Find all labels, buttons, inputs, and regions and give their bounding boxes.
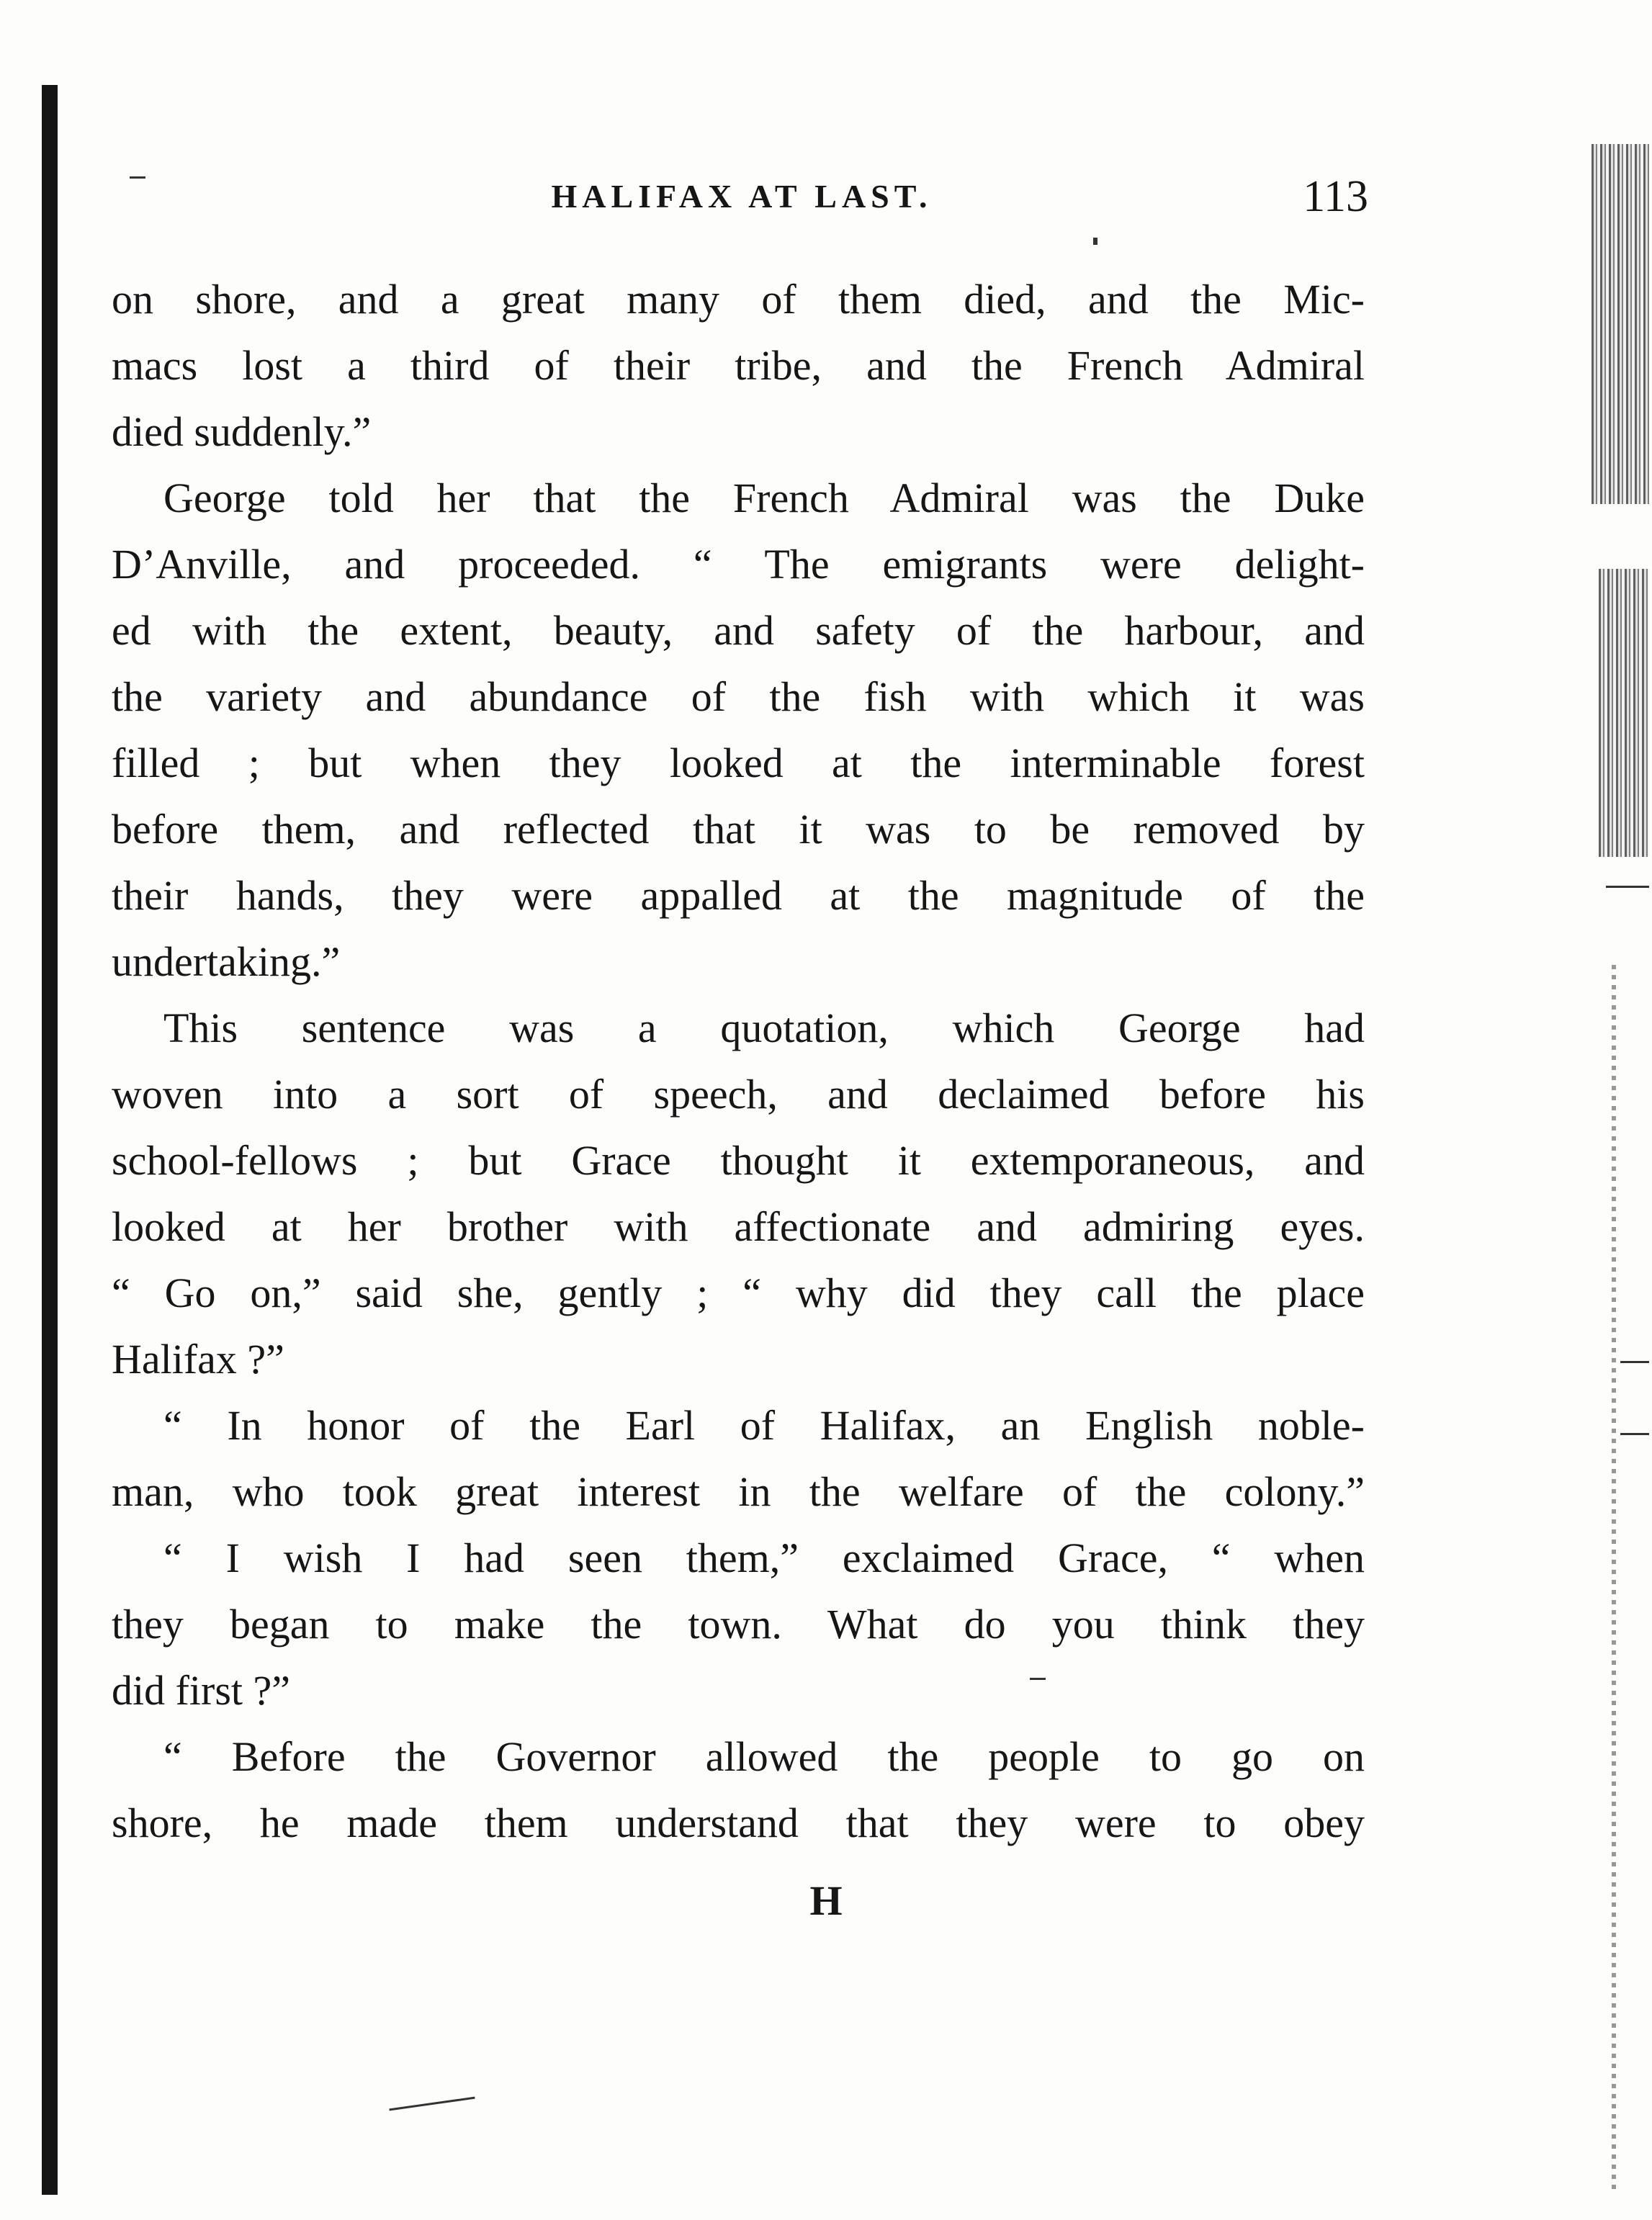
text-line: on shore, and a great many of them died, and the Mic-: [112, 276, 1365, 323]
text-line: George told her that the French Admiral was the Duke: [163, 475, 1365, 521]
text-line: Halifax ?”: [112, 1336, 284, 1383]
text-line: died suddenly.”: [112, 408, 372, 455]
text-line: undertaking.”: [112, 938, 341, 985]
scan-speck: [1030, 1678, 1046, 1680]
text-line: they began to make the town. What do you think they: [112, 1601, 1365, 1648]
body-text: [112, 266, 1365, 1856]
running-head: [115, 164, 1368, 229]
scan-speck: [130, 176, 145, 179]
page-number: 113: [1303, 172, 1368, 221]
text-line: man, who took great interest in the welfare of the colony.”: [112, 1468, 1365, 1515]
text-line: D’Anville, and proceeded. “ The emigrants were delight-: [112, 541, 1365, 588]
text-line: shore, he made them understand that they were to obey: [112, 1799, 1365, 1846]
text-line: woven into a sort of speech, and declaimed before his: [112, 1071, 1365, 1118]
text-line: school-fellows ; but Grace thought it extemporaneous, and: [112, 1137, 1365, 1184]
scan-speck: [1093, 238, 1097, 245]
signature-mark: H: [809, 1877, 843, 1924]
running-title: HALIFAX AT LAST.: [551, 178, 933, 215]
text-line: “ In honor of the Earl of Halifax, an English noble-: [163, 1402, 1365, 1449]
text-line: “ Before the Governor allowed the people to go on: [163, 1733, 1365, 1780]
text-line: filled ; but when they looked at the interminable forest: [112, 740, 1365, 786]
scan-speck: [389, 2097, 475, 2111]
text-line: before them, and reflected that it was to be removed by: [112, 806, 1365, 853]
text-line: This sentence was a quotation, which George had: [163, 1005, 1365, 1051]
text-line: their hands, they were appalled at the magnitude of the: [112, 872, 1365, 919]
text-line: ed with the extent, beauty, and safety of the harbour, and: [112, 607, 1365, 654]
text-line: looked at her brother with affectionate and admiring eyes.: [112, 1203, 1365, 1250]
text-line: “ I wish I had seen them,” exclaimed Grace, “ when: [163, 1534, 1365, 1581]
text-line: “ Go on,” said she, gently ; “ why did they call the place: [112, 1269, 1365, 1316]
text-line: did first ?”: [112, 1667, 291, 1714]
text-line: macs lost a third of their tribe, and the French Admiral: [112, 342, 1365, 389]
text-line: the variety and abundance of the fish with which it was: [112, 673, 1365, 720]
